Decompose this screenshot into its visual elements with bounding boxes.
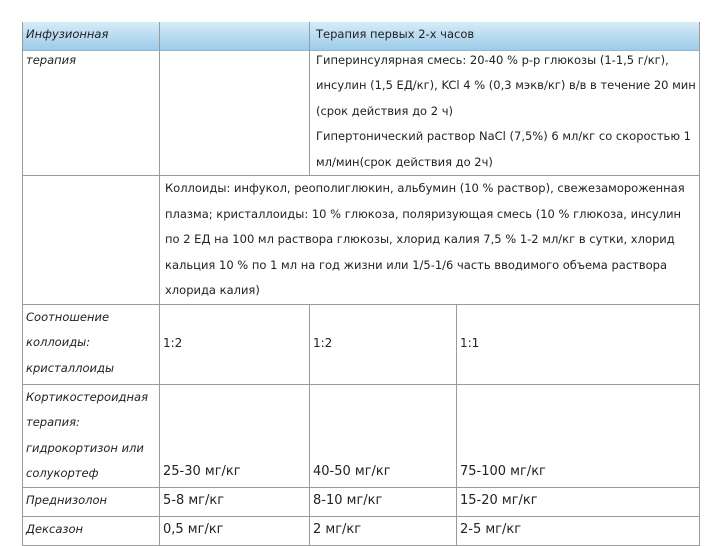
dexazone-value: 2 мг/кг	[310, 516, 457, 545]
cortico-label: Кортикостероидная терапия: гидрокортизон или солукортеф	[23, 384, 160, 487]
prednisolone-value: 15-20 мг/кг	[457, 487, 700, 516]
ratio-label: Соотношение коллоиды: кристаллоиды	[23, 304, 160, 384]
table-row	[23, 487, 700, 516]
table-row	[23, 516, 700, 545]
cortico-value: 75-100 мг/кг	[457, 384, 700, 487]
therapy-first-hours-cell	[310, 22, 700, 176]
dexazone-value: 0,5 мг/кг	[160, 516, 310, 545]
ratio-value: 1:1	[457, 304, 700, 384]
cortico-value: 40-50 мг/кг	[310, 384, 457, 487]
empty-cell	[23, 176, 160, 305]
colloids-text: Коллоиды: инфукол, реополиглюкин, альбумин (10 % раствор), свежезамороженная плазма; кристаллоиды: 10 % глюкоза, поляризующая смесь (10 % глюкоза, инсулин по 2 ЕД на 100 мл раствора глюкозы, хлорид калия 7,5 % 1-2 мл/кг в сутки, хлорид кальция 10 % по 1 мл на год жизни или 1/5-1/6 часть вводимого объема раствора хлорида калия)	[160, 176, 700, 305]
prednisolone-value: 5-8 мг/кг	[160, 487, 310, 516]
infusion-label: Инфузионная терапия	[23, 22, 160, 176]
ratio-value: 1:2	[160, 304, 310, 384]
prednisolone-value: 8-10 мг/кг	[310, 487, 457, 516]
ratio-value: 1:2	[310, 304, 457, 384]
table-row	[23, 384, 700, 487]
table-row	[23, 304, 700, 384]
therapy-first-hours: Терапия первых 2-х часов	[316, 27, 475, 41]
table-row	[23, 176, 700, 305]
hypertonic-solution: Гипертонический раствор NaCl (7,5%) 6 мл/кг со скоростью 1 мл/мин(срок действия до 2ч)	[316, 129, 691, 169]
table-row	[23, 22, 700, 176]
cortico-value: 25-30 мг/кг	[160, 384, 310, 487]
dexazone-value: 2-5 мг/кг	[457, 516, 700, 545]
prednisolone-label: Преднизолон	[23, 487, 160, 516]
therapy-table	[22, 22, 700, 546]
empty-cell	[160, 22, 310, 176]
hyperinsular-mix: Гиперинсулярная смесь: 20-40 % р-р глюкозы (1-1,5 г/кг), инсулин (1,5 ЕД/кг), KCl 4 % (0,3 мэкв/кг) в/в в течение 20 мин (срок действия до 2 ч)	[316, 52, 696, 118]
dexazone-label: Дексазон	[23, 516, 160, 545]
